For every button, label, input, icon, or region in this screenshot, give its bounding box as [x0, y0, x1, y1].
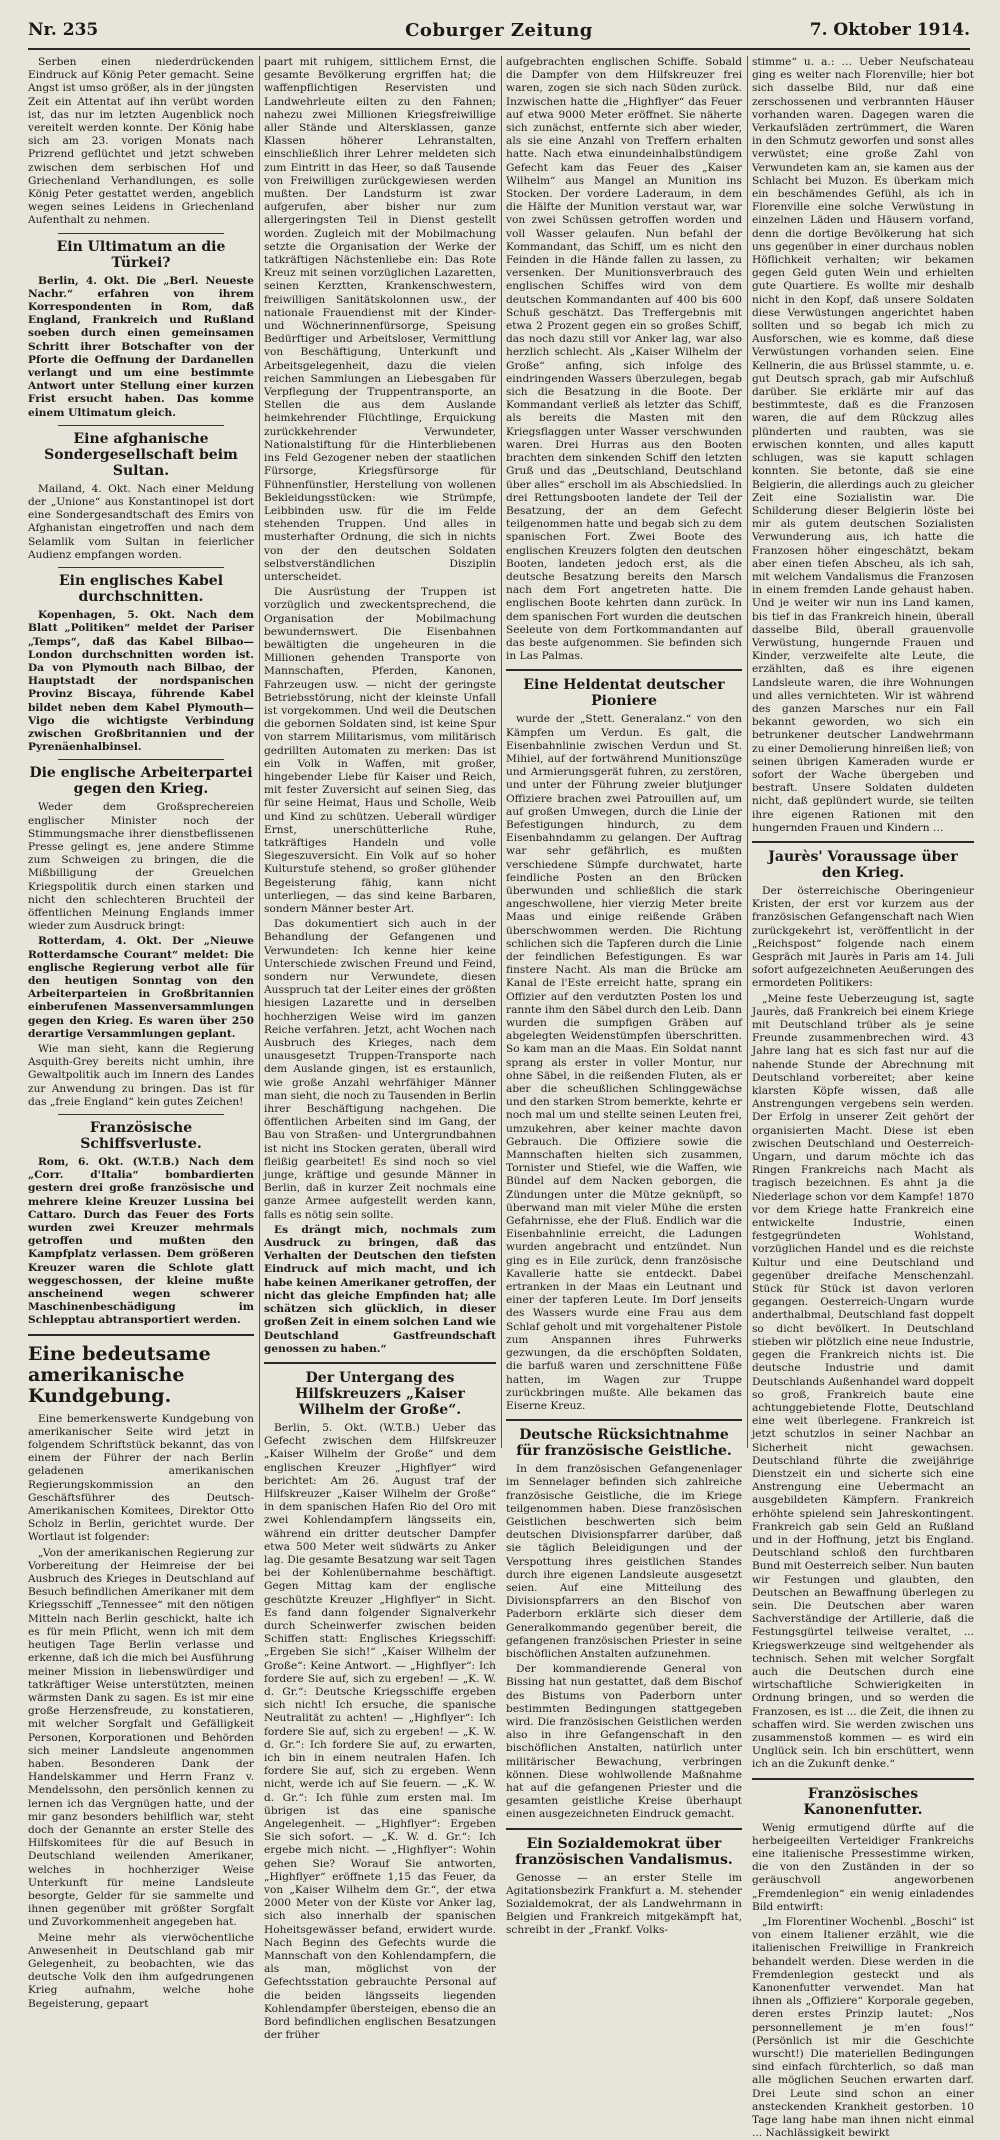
article-paragraph: Meine mehr als vierwöchentliche Anwesenheit in Deutschland gab mir Gelegenheit, zu beobachten, wie das deutsche Volk den ihm aufgedrungenen Krieg aufnahm, welche hohe Begeisterung, gepaart	[28, 1931, 254, 2010]
column-3	[506, 56, 742, 1937]
column-1	[28, 56, 254, 2010]
article-paragraph: Der österreichische Oberingenieur Kristen, der erst vor kurzem aus der französischen Gefangenschaft nach Wien zurückgekehrt ist, veröffentlicht in der „Reichspost“ folgende nach einem Gespräch mit Jaurès in Paris am 14. Juli sofort aufgezeichneten Aeußerungen des ermordeten Politikers:	[752, 884, 974, 990]
article-divider	[58, 567, 224, 568]
column-rule	[259, 56, 260, 1448]
article-paragraph: „Meine feste Ueberzeugung ist, sagte Jaurès, daß Frankreich bei einem Kriege mit Deutschland trüber als je seine Freunde zusammenbrechen wird. 43 Jahre lang hat es sich fast nur auf die nahende Stunde der Abrechnung mit Deutschland vorbereitet; aber keine klarsten Köpfe wissen, daß alle Anstrengungen vergebens sein werden. Der Erfolg in unserer Zeit gehört der organisierten Macht. Diese ist eben zwischen Deutschland und Oesterreich-Ungarn, und darum möchte ich das Ringen Frankreichs nach Macht als tragisch bezeichnen. Es ahnt ja die Niederlage schon vor dem Kampfe! 1870 vor dem Kriege hatte Frankreich eine entwickelte Industrie, einen festgegründeten Wohlstand, vorzüglichen Handel und es die reichste Kultur und eine Deutschland und gegenüber dreifache Menschenzahl. Stück für Stück ist davon verloren gegangen. Oesterreich-Ungarn wurde anderthalbmal, Deutschland fast doppelt so dicht bevölkert. In Deutschland stieben wir plötzlich eine neue Industrie, gegen die Frankreich nichts ist. Die deutsche Industrie und damit Deutschlands Außenhandel ward doppelt so groß, Frankreich baute eine achtunggebietende Flotte, Deutschland eine weit überlegene. Frankreich ist jetzt schutzlos in seiner Nachbar an Sicherheit nicht gewachsen. Deutschland führte die zweijährige Dienstzeit ein und sicherte sich eine Anstrengung eine Uebermacht an ausgebildeten Kämpfern. Frankreich erhöhte spielend sein Jahreskontingent. Frankreich gab sein Geld an Rußland und in der Hoffnung, jetzt bis England. Deutschland schloß den furchtbaren Bund mit Oesterreich selber. Nun bauten wir Festungen und glaubten, den Deutschen an Bewaffnung überlegen zu sein. Die Deutschen aber waren Sachverständige der Artillerie, daß die Festungsgürtel teilweise veraltet, ... Kriegswerkzeuge sind weltgehender als technisch. Sehen mit welcher Sorgfalt auch die Deutschen durch eine wirtschaftliche Schwierigkeiten in Ordnung bringen, und so werden die Franzosen, es ist ... die Zeit, die ihnen zu schaffen wird. Sie werden zwischen uns zusammenstoß kommen — es wird ein Unglück sein. Ich bin erschüttert, wenn ich an die Zukunft denke.“	[752, 992, 974, 1771]
article-divider	[58, 233, 224, 234]
article-headline: Französische Schiffsverluste.	[80, 1120, 202, 1152]
article-paragraph: Der kommandierende General von Bissing hat nun gestattet, daß dem Bischof des Bistums von Paderborn unter bestimmten Bedingungen stattgegeben wird. Die französischen Geistlichen werden also in ihre Gefangenschaft in den bischöflichen Anstalten, natürlich unter militärischer Bewachung, verbringen können. Diese wohlwollende Maßnahme hat auf die gefangenen Priester und die gesamten geistliche Kreise überhaupt einen ausgezeichneten Eindruck gemacht.	[506, 1663, 742, 1821]
article-paragraph: Berlin, 4. Okt. Die „Berl. Neueste Nachr.“ erfahren von ihrem Korrespondenten in Rom, daß England, Frankreich und Rußland soeben durch einen gemeinsamen Schritt ihrer Botschafter von der Pforte die Oeffnung der Dardanellen verlangt und um eine bestimmte Antwort unter Stellung einer kurzen Frist ersucht haben. Das komme einem Ultimatum gleich.	[28, 274, 254, 419]
article-divider	[28, 1334, 254, 1336]
article-paragraph: „Im Florentiner Wochenbl. „Boschi“ ist von einem Italiener erzählt, wie die italienischen Freiwillige in Frankreich behandelt werden. Diese werden in die Fremdenlegion gesteckt und als Kanonenfutter verwendet. Man hat ihnen als „Offiziere“ Korporale gegeben, deren erstes Prinzip lautet: „Nos personnellement je m'en fous!“ (Persönlich ist mir die Geschichte wurscht!) Die materiellen Bedingungen sind einfach fürchterlich, so daß man alle möglichen Seuchen erwarten darf. Drei Leute sind schon an einer ansteckenden Krankheit gestorben. 10 Tage lang habe man ihnen nicht einmal ... Nachlässigkeit bewirkt	[752, 1916, 974, 2140]
article-paragraph: wurde der „Stett. Generalanz.“ von den Kämpfen um Verdun. Es galt, die Eisenbahnlinie zwischen Verdun und St. Mihiel, auf der fortwährend Munitionszüge und Armierungsgerät fuhren, zu zerstören, und unter der Führung zweier blutjunger Offiziere brachen zwei Patrouillen auf, um auf großen Umwegen, durch die Linie der Befestigungen hindurch, zu dem Eisenbahndamm zu gelangen. Der Auftrag war sehr gefährlich, es mußten verschiedene Sümpfe durchwatet, harte feindliche Posten an den Brücken überwunden und schließlich die stark angeschwollene, hier vierzig Meter breite Maas und einige reißende Gräben überschwommen werden. Die Richtung schlichen sich die Tapferen durch die Linie der feindlichen Befestigungen. Es war finstere Nacht. Als man die Brücke am Kanal de l'Este erreicht hatte, sprang ein Offizier auf den verdutzten Posten los und rannte ihm den Säbel durch den Leib. Dann wurden die sumpfigen Gräben auf abgelegten Weidenstümpfen überschritten. So kam man an die Maas. Ein Soldat nannt sprang als erster in voller Montur, nur ohne Säbel, in die reißenden Fluten, als er aber die scheußlichen Schlinggewächse und den starken Strom bemerkte, kehrte er noch mal um und stellte seinen Leuten frei, umzukehren, aber keiner machte davon Gebrauch. Die Offiziere sowie die Mannschaften hielten sich zusammen, Tornister und Stiefel, wie die Waffen, wie Bündel auf dem Nacken geborgen, die Zündungen unter die Mütze geknüpft, so überwand man mit vieler Mühe die ersten Gefahrnisse, ehe der Fluß. Endlich war die Eisenbahnlinie erreicht, die Ladungen wurden angebracht und entzündet. Nun ging es in Eile zurück, denn französische Kavallerie hatte sie entdeckt. Dabei ertranken in der Maas ein Leutnant und einer der tapferen Leute. Im Dorf jenseits des Wassers wurde eine Frau aus dem Schlaf geholt und mit vorgehaltener Pistole zum Anspannen ihres Fuhrwerks gezwungen, da die erschöpften Soldaten, die barfuß waren und zerschnittene Füße hatten, im Wagen zur Truppe zurückbringen mußte. Alle bekamen das Eiserne Kreuz.	[506, 713, 742, 1412]
article-paragraph: Weder dem Großsprechereien englischer Minister noch der Stimmungsmache ihrer dienstbeflissenen Presse gelingt es, jene andere Stimme zum Schweigen zu bringen, die die Mißbilligung der Greuelchen Kriegspolitik durch einen starken und nicht den schlechteren Bruchteil der öffentlichen Meinung Englands immer wieder zum Ausdruck bringt:	[28, 801, 254, 933]
article-paragraph: stimme“ u. a.: … Ueber Neufschateau ging es weiter nach Florenville; hier bot sich dasselbe Bild, nur daß eine zerschossenen und verbrannten Häuser vorhanden waren. Dagegen waren die Verkaufsläden zertrümmert, die Waren in den Schmutz geworfen und sonst alles verwüstet; eine große Zahl von Verwundeten kam an, sie kamen aus der Schlacht bei Muzon. Es überkam mich ein beschämendes Gefühl, als ich in Florenville eine solche Verwüstung in einzelnen Läden und Häusern vorfand, denn die dortige Bevölkerung hat sich uns gegenüber in einer durchaus noblen Höflichkeit verhalten; wir bekamen gegen Geld guten Wein und erhielten gute Quartiere. Es wollte mir deshalb nicht in den Kopf, daß unsere Soldaten diese Verwüstungen angerichtet haben sollten und so begab ich mich zu Ausforschen, wie es komme, daß diese Verwüstungen vorhanden seien. Eine Kellnerin, die aus Brüssel stammte, u. e. gut Deutsch sprach, gab mir Aufschluß darüber. Sie erklärte mir auf das bestimmteste, daß es die Franzosen waren, die auf dem Rückzug alles plünderten und raubten, was sie erwischen konnten, und alles kaputt schlugen, was sie kaputt schlagen konnten. Sie betonte, daß sie eine Belgierin, die allerdings auch zu gleicher Zeit eine Sozialistin war. Die Schilderung dieser Belgierin löste bei mir als gutem deutschen Sozialisten Verwunderung aus, ich hatte die Franzosen höher eingeschätzt, bekam aber einen tiefen Abscheu, als ich sah, mit welchem Vandalismus die Franzosen in einem fremden Lande gehaust haben. Und je weiter wir nun ins Land kamen, bis tief in das Frankreich hinein, überall dasselbe Bild, überall grauenvolle Verwüstung, hungernde Frauen und Kinder, verzweifelte alte Leute, die erzählten, daß es ihre eigenen Landsleute waren, die ihre Wohnungen und alles vernichteten. Wir ist während des ganzen Marsches nur ein Fall bekannt geworden, wo sich ein betrunkener deutscher Landwehrmann zu einer Demolierung hinreißen ließ; von seinen übrigen Kameraden wurde er sofort der Wache übergeben und bestraft. Unsere Soldaten duldeten nicht, daß geplündert wurde, sie teilten ihre eigenen Rationen mit den hungernden Frauen und Kindern …	[752, 56, 974, 834]
article-paragraph: Wie man sieht, kann die Regierung Asquith-Grey bereits nicht umhin, ihre Gewaltpolitik auch im Innern des Landes zur Anwendung zu bringen. Das ist für das „freie England“ kein gutes Zeichen!	[28, 1042, 254, 1108]
column-rule	[501, 56, 502, 1448]
column-4	[752, 56, 974, 2140]
article-paragraph: Rom, 6. Okt. (W.T.B.) Nach dem „Corr. d'Italia“ bombardierten gestern drei große französische und mehrere kleine Kreuzer Lussina bei Cattaro. Durch das Feuer des Forts wurden zwei Kreuzer mehrmals getroffen und mußten den Kampfplatz verlassen. Dem größeren Kreuzer waren die Schlote glatt weggeschossen, der kleine mußte anscheinend wegen schwerer Maschinenbeschädigung im Schlepptau abtransportiert werden.	[28, 1156, 254, 1327]
article-paragraph: „Von der amerikanischen Regierung zur Vorbereitung der Heimreise der bei Ausbruch des Krieges in Deutschland auf Besuch befindlichen Amerikaner mit dem Kriegsschiff „Tennessee“ mit den nötigen Mitteln nach Berlin geschickt, halte ich es für mein Pflicht, wenn ich mit dem heutigen Tage Berlin verlasse und erkenne, daß ich die mich bei Ausführung meiner Mission in liebenswürdiger und tatkräftiger Weise unterstützten, meinen wärmsten Dank zu sagen. Es ist mir eine große Herzensfreude, zu konstatieren, mit welcher Sorgfalt und Gefälligkeit Personen, Korporationen und Behörden sich meiner Landsleute angenommen haben. Besonderen Dank der Handelskammer und Herrn Franz v. Mendelssohn, den persönlich kennen zu lernen ich das Vergnügen hatte, und der mir ganz besonders behilflich war, steht doch der Genannte an erster Stelle des Hilfskomitees für die auf Besuch in Deutschland weilenden Amerikaner, welches in hochherziger Weise Unterkunft für meine Landsleute besorgte, Gelder für sie sammelte und ihnen gegenüber mit größter Sorgfalt und Zuvorkommenheit angegeben hat.	[28, 1546, 254, 1929]
article-paragraph: aufgebrachten englischen Schiffe. Sobald die Dampfer von dem Hilfskreuzer frei waren, zogen sie sich nach Süden zurück. Inzwischen hatte die „Highflyer“ das Feuer auf etwa 9000 Meter eröffnet. Sie näherte sich zunächst, entfernte sich aber wieder, als sie eine Anzahl von Treffern erhalten hatte. Nach etwa einundeinhalbstündigem Gefecht kam das Feuer des „Kaiser Wilhelm“ aus Mangel an Munition ins Stocken. Der vordere Laderaum, in dem die Hälfte der Munition verstaut war, war von zwei Schüssen getroffen worden und voll Wasser gelaufen. Nun befahl der Kommandant, das Schiff, um es nicht den Feinden in die Hände fallen zu lassen, zu versenken. Der Munitionsverbrauch des englischen Schiffes wird von dem deutschen Kommandanten auf 400 bis 600 Schuß geschätzt. Das Treffergebnis mit etwa 2 Prozent gegen ein so großes Schiff, das noch dazu still vor Anker lag, war also herzlich schlecht. Als „Kaiser Wilhelm der Große“ anfing, sich infolge des eindringenden Wassers überzulegen, begab sich die Besatzung in die Boote. Der Kommandant verließ als letzter das Schiff, als bereits die Masten mit den Kriegsflaggen unter Wasser verschwunden waren. Drei Hurras aus den Booten brachten dem sinkenden Schiff den letzten Gruß und das „Deutschland, Deutschland über alles“ erscholl im als Abschiedslied. In drei Rettungsbooten landete der Teil der Besatzung, der an dem Gefecht teilgenommen hatte und begab sich zu dem spanischen Fort. Zwei Boote des englischen Kreuzers folgten den deutschen Booten, landeten jedoch erst, als die deutsche Besatzung bereits den Marsch nach dem Fort angetreten hatte. Die englischen Boote kehrten dann zurück. In dem spanischen Fort wurden die deutschen Seeleute von dem Fortkommandanten auf das beste aufgenommen. Sie befinden sich in Las Palmas.	[506, 56, 742, 663]
article-headline: Eine Heldentat deutscher Pioniere	[523, 677, 725, 710]
article-divider	[752, 841, 974, 843]
column-rule	[747, 56, 748, 1448]
article-paragraph: In dem französischen Gefangenenlager im Sennelager befinden sich zahlreiche französische Geistliche, die im Kriege teilgenommen haben. Diese französischen Geistlichen beschwerten sich beim deutschen Divisionspfarrer darüber, daß sie täglich Beleidigungen und der Verspottung ihres geistlichen Standes durch ihre eigenen Landsleute ausgesetzt seien. Auf eine Mitteilung des Divisionspfarrers an den Bischof von Paderborn erklärte sich dieser dem Generalkommando gegenüber bereit, die gefangenen französischen Priester in seine bischöflichen Anstalten aufzunehmen.	[506, 1463, 742, 1660]
article-paragraph: Das dokumentiert sich auch in der Behandlung der Gefangenen und Verwundeten: Ich kenne hier keine Unterschiede zwischen Freund und Feind, sondern nur Verwundete, diesen Ausspruch tat der Leiter eines der größten hiesigen Lazarette und in derselben hochherzigen Weise wird im ganzen Reiche verfahren. Jetzt, acht Wochen nach Ausbruch des Krieges, nach dem unausgesetzt Truppen-Transporte nach dem Auslande gingen, ist es erstaunlich, wie große Anzahl wehrfähiger Männer man sieht, die noch zu Tausenden in Berlin ihrer Beschäftigung nachgehen. Die öffentlichen Arbeiten sind im Gang, der Bau von Straßen- und Untergrundbahnen ist nicht ins Stocken geraten, überall wird fleißig gearbeitet! Es sind noch so viel junge, kräftige und gesunde Männer in Berlin, daß in kurzer Zeit nochmals eine ganze Armee aufgestellt werden kann, falls es nötig sein sollte.	[264, 918, 496, 1221]
article-headline: Deutsche Rücksichtnahme für französische Geistliche.	[516, 1427, 732, 1460]
article-paragraph: Es drängt mich, nochmals zum Ausdruck zu bringen, daß das Verhalten der Deutschen den tiefsten Eindruck auf mich macht, und ich habe keinen Amerikaner getroffen, der nicht das gleiche Empfinden hat; alle schätzen sich glücklich, in dieser großen Zeit in einem solchen Land wie Deutschland Gastfreundschaft genossen zu haben.“	[264, 1223, 496, 1355]
article-paragraph: Serben einen niederdrückenden Eindruck auf König Peter gemacht. Seine Angst ist umso größer, als in der jüngsten Zeit ein Attentat auf ihn verübt worden ist, das nur im letzten Augenblick noch vereitelt werden konnte. Der König habe sich am 23. vorigen Monats nach Prizrend geflüchtet und jetzt schweben zwischen dem serbischen Hof und Griechenland Verhandlungen, es solle König Peter gestattet werden, angeblich wegen seines Leidens in Griechenland Aufenthalt zu nehmen.	[28, 56, 254, 227]
article-headline: Eine bedeutsame amerikanische Kundgebung.	[28, 1342, 211, 1407]
article-divider	[58, 1114, 224, 1115]
article-headline: Ein englisches Kabel durchschnitten.	[58, 573, 224, 606]
article-divider	[752, 1778, 974, 1780]
article-divider	[506, 1419, 742, 1421]
article-paragraph: paart mit ruhigem, sittlichem Ernst, die gesamte Bevölkerung ergriffen hat; die waffenpflichtigen Reservisten und Landwehrleute eilten zu den Fahnen; nahezu zwei Millionen Kriegsfreiwillige aller Stände und Altersklassen, ganze Klassen höherer Lehranstalten, einschließlich ihrer Lehrer meldeten sich zum Eintritt in das Heer, so daß Tausende von Freiwilligen zurückgewiesen werden mußten. Der Landsturm ist zwar aufgerufen, aber bisher nur zum allergeringsten Teil in Dienst gestellt worden. Zugleich mit der Mobilmachung setzte die Organisation der Werke der tatkräftigen Nächstenliebe ein: Das Rote Kreuz mit seinen vorzüglichen Lazaretten, seinen Kerztten, Krankenschwestern, freiwilligen Sanitätskolonnen usw., der nationale Frauendienst mit der Kinder- und Wöchnerinnenfürsorge, Speisung Bedürftiger und Arbeitsloser, Vermittlung von Beschäftigung, Unterkunft und Arbeitsgelegenheit, dazu die vielen reichen Sammlungen an Liebesgaben für Verpflegung der Truppentransporte, an Stellen die aus dem Auslande heimkehrender Flüchtlinge, Erquickung zurückkehrender Verwundeter, Nationalstiftung für die Hinterbliebenen ins Feld Gezogener neben der staatlichen Fürsorge, Kriegsfürsorge für Fühnenfünstler, Herstellung von wollenen Bekleidungsstücken: wie Strümpfe, Leibbinden usw. für die im Felde stehenden Truppen. Und alles in musterhafter Ordnung, die sich in nichts von der den deutschen Soldaten selbstverständlichen Disziplin unterscheidet.	[264, 56, 496, 583]
article-paragraph: Mailand, 4. Okt. Nach einer Meldung der „Unione“ aus Konstantinopel ist dort eine Sondergesandtschaft des Emirs von Afghanistan eingetroffen und nach dem Selamlik vom Sultan in feierlicher Audienz empfangen worden.	[28, 482, 254, 561]
article-paragraph: Berlin, 5. Okt. (W.T.B.) Ueber das Gefecht zwischen dem Hilfskreuzer „Kaiser Wilhelm der Große“ und dem englischen Kreuzer „Highflyer“ wird berichtet: Am 26. August traf der Hilfskreuzer „Kaiser Wilhelm der Große“ in dem spanischen Hafen Rio del Oro mit zwei Kohlendampfern längsseits ein, während ein dritter deutscher Dampfer etwa 500 Meter weit südwärts zu Anker lag. Die gesamte Besatzung war seit Tagen bei der Kohlenübernahme beschäftigt. Gegen Mittag kam der englische geschützte Kreuzer „Highflyer“ in Sicht. Es fand dann folgender Signalverkehr durch Scheinwerfer zwischen beiden Schiffen statt: Englisches Kriegsschiff: „Ergeben Sie sich!“ „Kaiser Wilhelm der Große“: Keine Antwort. — „Highflyer“: Ich fordere Sie auf, sich zu ergeben! — „K. W. d. Gr.“: Deutsche Kriegsschiffe ergeben sich nicht! Ich ersuche, die spanische Neutralität zu achten! — „Highflyer“: Ich fordere Sie auf, sich zu ergeben! — „K. W. d. Gr.“: Ich fordere Sie auf, zu erwarten, ich bin in einem neutralen Hafen. Ich fordere Sie auf, sich zu ergeben. Wenn nicht, werde ich auf Sie feuern. — „K. W. d. Gr.“: Ich fühle zum ersten mal. Im übrigen ist das eine spanische Angelegenheit. — „Highflyer“: Ergeben Sie sich sofort. — „K. W. d. Gr.“: Ich ergebe mich nicht. — „Highflyer“: Wohin gehen Sie? Worauf Sie antworten, „Highflyer“ eröffnete 1,15 das Feuer, da von „Kaiser Wilhelm dem Gr.“, der etwa 2000 Meter von der Küste vor Anker lag, sich also innerhalb der spanischen Hoheitsgewässer befand, erwidert wurde. Nach Beginn des Gefechts wurde die Mannschaft von den Kohlendampfern, die als man, möglichst von der Gefechtsstation gebrauchte Personal auf die beiden längsseits liegenden Kohlendampfer übersteigen, ebenso die an Bord befindlichen englischen Besatzungen der früher	[264, 1421, 496, 2042]
article-headline: Jaurès' Voraussage über den Krieg.	[768, 848, 958, 881]
article-divider	[506, 1828, 742, 1830]
article-headline: Der Untergang des Hilfskreuzers „Kaiser Wilhelm der Große“.	[295, 1369, 465, 1418]
article-headline: Die englische Arbeiterpartei gegen den Krieg.	[29, 765, 253, 798]
issue-date: 7. Oktober 1914.	[809, 20, 970, 40]
article-headline: Ein Ultimatum an die Türkei?	[56, 238, 226, 271]
newspaper-title: Coburger Zeitung	[405, 20, 593, 41]
article-headline: Eine afghanische Sondergesellschaft beim Sultan.	[44, 430, 238, 479]
article-divider	[58, 759, 224, 760]
column-2	[264, 56, 496, 2042]
article-paragraph: Die Ausrüstung der Truppen ist vorzüglich und zweckentsprechend, die Organisation der Mobilmachung bewundernswert. Die Eisenbahnen bewältigten die ungeheuren in die Millionen gehenden Transporte von Mannschaften, Pferden, Kanonen, Fahrzeugen usw. — nicht der geringste Betriebsstörung, nicht der kleinste Unfall ist vorgekommen. Und weil die Deutschen die gebornen Soldaten sind, ist keine Spur von starrem Militarismus, vom militärisch gedrillten Automaten zu merken: Das ist ein Volk in Waffen, mit großer, hingebender Liebe für Kaiser und Reich, mit fester Zuversicht auf seinen Sieg, das für seine Heimat, Haus und Scholle, Weib und Kind zu schützen. Ueberall würdiger Ernst, unerschütterliche Ruhe, tatkräftiges Handeln und volle Siegeszuversicht. Ein Volk auf so hoher Kulturstufe stehend, so großer glühender Begeisterung fähig, kann nicht unterliegen, — das sind keine Barbaren, sondern Männer bester Art.	[264, 586, 496, 915]
masthead	[28, 14, 970, 50]
article-paragraph: Kopenhagen, 5. Okt. Nach dem Blatt „Politiken“ meldet der Pariser „Temps“, daß das Kabel Bilbao—London durchschnitten worden ist. Da von Plymouth nach Bilbao, der Hauptstadt der nordspanischen Provinz Biscaya, führende Kabel bildet neben dem Kabel Plymouth—Vigo die wichtigste Verbindung zwischen Großbritannien und der Pyrenäenhalbinsel.	[28, 609, 254, 754]
article-headline: Französisches Kanonenfutter.	[803, 1785, 923, 1818]
article-divider	[264, 1362, 496, 1364]
issue-number: Nr. 235	[28, 20, 99, 40]
article-paragraph: Eine bemerkenswerte Kundgebung von amerikanischer Seite wird jetzt in folgendem Schriftstück bekannt, das von einem der Führer der nach Berlin geladenen amerikanischen Regierungskommission an den Geschäftsführer des Deutsch-Amerikanischen Komitees, Direktor Otto Scholz in Berlin, gerichtet wurde. Der Wortlaut ist folgender:	[28, 1412, 254, 1544]
article-paragraph: Genosse — an erster Stelle im Agitationsbezirk Frankfurt a. M. stehender Sozialdemokrat, der als Landwehrmann in Belgien und Frankreich mitgekämpft hat, schreibt in der „Frankf. Volks-	[506, 1871, 742, 1937]
article-paragraph: Wenig ermutigend dürfte auf die herbeigeeilten Verteidiger Frankreichs eine italienische Pressestimme wirken, die von den Zuständen in der so geräuschvoll angeworbenen „Fremdenlegion“ ein wenig einladendes Bild entwirft:	[752, 1821, 974, 1913]
article-headline: Ein Sozialdemokrat über französischen Vandalismus.	[515, 1835, 733, 1868]
article-divider	[506, 669, 742, 671]
article-paragraph: Rotterdam, 4. Okt. Der „Nieuwe Rotterdamsche Courant“ meldet: Die englische Regierung verbot alle für den heutigen Sonntag von den Arbeiterparteien in Großbritannien einberufenen Massenversammlungen gegen den Krieg. Es waren über 250 derartige Versammlungen geplant.	[28, 935, 254, 1040]
article-divider	[58, 425, 224, 426]
